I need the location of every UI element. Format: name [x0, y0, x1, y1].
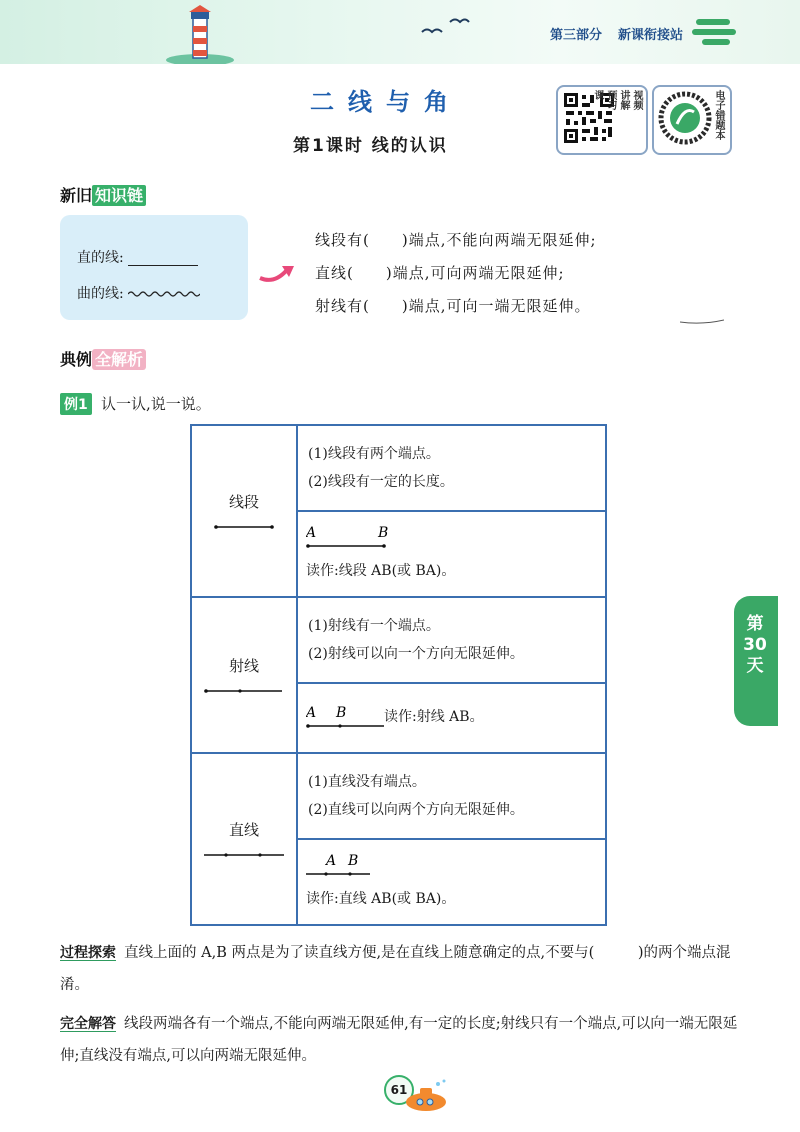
video-qr-caption: 视频 讲解 预习 课 — [592, 90, 642, 110]
knowledge-link-tag: 新旧 知识链 — [60, 183, 146, 206]
segment-name: 线段 — [228, 492, 259, 511]
arrow-right-icon — [258, 262, 296, 284]
video-qr-card[interactable] — [556, 85, 648, 155]
segment-reading: 读作:线段 AB(或 BA)。 — [306, 563, 456, 579]
line-reading: 读作:直线 AB(或 BA)。 — [306, 891, 456, 907]
decorative-curve — [680, 319, 724, 325]
line-ab-figure-icon — [306, 853, 386, 879]
svg-text:A: A — [326, 853, 337, 869]
submarine-icon — [400, 1078, 452, 1112]
curved-line-row: 曲的线: — [77, 283, 200, 303]
svg-text:B: B — [336, 705, 347, 721]
header-decoration-icon — [690, 17, 738, 47]
chapter-title: 二线与角 — [310, 88, 462, 116]
straight-line-sample — [128, 251, 198, 266]
line-name: 直线 — [228, 820, 259, 839]
svg-text:B: B — [378, 525, 389, 541]
answer-label: 完全解答 — [60, 1016, 116, 1032]
process-text: 直线上面的 A,B 两点是为了读直线方便,是在直线上随意确定的点,不要与( )的两个端点混淆。 — [60, 945, 731, 993]
day-side-tab-label: 第30天 — [743, 614, 767, 676]
line-name-cell — [191, 753, 297, 925]
concept-table — [190, 424, 607, 926]
svg-text:B: B — [348, 853, 359, 869]
recall-box — [60, 215, 248, 320]
answer-text: 线段两端各有一个端点,不能向两端无限延伸,有一定的长度;射线只有一个端点,可以向一端无限延伸;直线没有端点,可以向两端无限延伸。 — [60, 1016, 738, 1064]
lighthouse-icon — [165, 4, 235, 64]
day-side-tab — [734, 596, 778, 726]
lesson-title: 第1课时 线的认识 — [293, 136, 448, 156]
complete-answer — [60, 1008, 740, 1072]
table-row — [191, 425, 606, 511]
svg-text:A: A — [306, 525, 317, 541]
process-explanation — [60, 937, 740, 1001]
ray-drawing-cell — [297, 683, 606, 753]
page-number: 61 — [384, 1075, 414, 1105]
svg-text:A: A — [306, 705, 317, 721]
ray-ab-figure-icon — [306, 705, 384, 731]
line-drawing-cell — [297, 839, 606, 925]
ray-name-cell — [191, 597, 297, 753]
segment-figure-icon — [212, 522, 276, 532]
wrongbook-qr-card[interactable] — [652, 85, 732, 155]
segment-ab-figure-icon — [306, 525, 426, 551]
process-label: 过程探索 — [60, 945, 116, 961]
ray-reading: 读作:射线 AB。 — [384, 709, 484, 725]
example-prompt: 认一认,说一说。 — [101, 395, 211, 413]
wrongbook-qr-code-icon[interactable] — [658, 91, 712, 145]
segment-description: 线段有( )端点,不能向两端无限延伸; — [315, 231, 597, 249]
ray-name: 射线 — [228, 656, 259, 675]
example-label: 例1 — [60, 393, 92, 415]
header-section: 第三部分 — [550, 28, 603, 43]
table-row — [191, 753, 606, 839]
wrongbook-qr-caption: 电子错题本 — [713, 90, 724, 140]
ray-figure-icon — [204, 686, 284, 696]
segment-properties: (1)线段有两个端点。 (2)线段有一定的长度。 — [297, 425, 606, 511]
line-figure-icon — [204, 850, 284, 860]
header-column-title: 新课衔接站 — [618, 28, 684, 43]
ray-description: 射线有( )端点,可向一端无限延伸。 — [315, 297, 591, 315]
ray-properties: (1)射线有一个端点。 (2)射线可以向一个方向无限延伸。 — [297, 597, 606, 683]
wavy-line-icon — [128, 289, 200, 299]
birds-icon — [420, 14, 470, 40]
line-description: 直线( )端点,可向两端无限延伸; — [315, 264, 565, 282]
table-row — [191, 597, 606, 683]
segment-drawing-cell — [297, 511, 606, 597]
segment-name-cell — [191, 425, 297, 597]
straight-line-row: 直的线: — [77, 247, 198, 267]
line-properties: (1)直线没有端点。 (2)直线可以向两个方向无限延伸。 — [297, 753, 606, 839]
example-analysis-tag: 典例 全解析 — [60, 347, 146, 370]
